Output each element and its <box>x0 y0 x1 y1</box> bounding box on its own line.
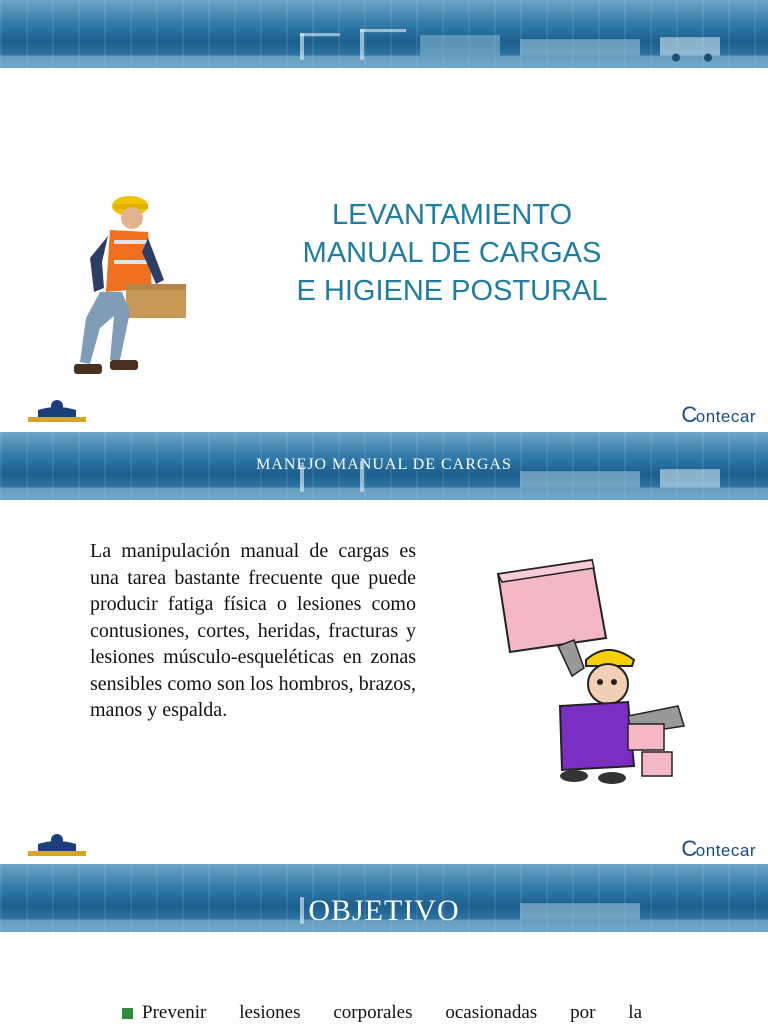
cartoon-worker-carrying-boxes-illustration <box>488 556 688 786</box>
bullet-square-icon <box>122 1008 133 1019</box>
port-banner <box>0 0 768 68</box>
slide-3-banner-title: OBJETIVO <box>308 894 460 927</box>
worker-lifting-box-illustration <box>60 188 190 388</box>
slide-2-body-text: La manipulación manual de cargas es una tarea bastante frecuente que puede producir fatiga física o lesiones como contusiones, cortes, heridas, fracturas y lesiones músculo-esqueléticas en zonas sensibles como son los hombros, brazos, manos y espalda. <box>90 540 416 721</box>
contecar-logo-text: ontecar <box>695 841 756 860</box>
contecar-logo-initial: C <box>681 402 698 427</box>
contecar-logo-text: ontecar <box>695 407 756 426</box>
slide-2-banner-title: MANEJO MANUAL DE CARGAS <box>256 456 512 473</box>
title-line-2: MANUAL DE CARGAS <box>302 237 602 269</box>
objective-bullet <box>122 1002 642 1024</box>
title-line-3: E HIGIENE POSTURAL <box>296 275 608 307</box>
puerto-de-cartagena-seal-icon <box>24 832 90 860</box>
puerto-de-cartagena-seal-icon <box>24 398 90 426</box>
port-banner <box>0 864 768 932</box>
slide-3 <box>0 864 768 1024</box>
slide-footer <box>0 830 768 862</box>
slide-title <box>270 196 634 310</box>
contecar-logo <box>681 402 756 428</box>
port-banner <box>0 432 768 500</box>
contecar-logo <box>681 836 756 862</box>
slide-2 <box>0 432 768 862</box>
port-skyline-illustration <box>0 27 768 68</box>
title-line-1: LEVANTAMIENTO <box>331 199 573 231</box>
slide-footer <box>0 396 768 430</box>
objective-bullet-text: Prevenir lesiones corporales ocasionadas por la <box>142 1002 642 1023</box>
slide-1 <box>0 0 768 430</box>
contecar-logo-initial: C <box>681 836 698 861</box>
